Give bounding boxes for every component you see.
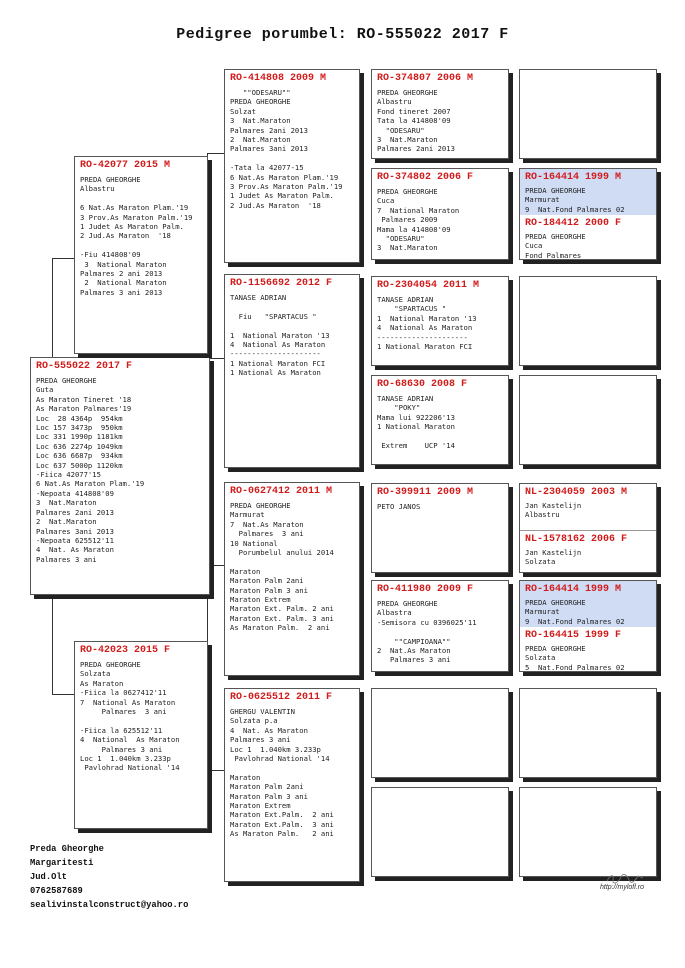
ring-number: RO-555022 2017 F xyxy=(36,361,133,372)
pedigree-card-sire[interactable] xyxy=(74,156,208,354)
entry xyxy=(520,215,656,260)
pedigree-card-gen5-pair[interactable] xyxy=(519,168,657,260)
owner-phone: 0762587689 xyxy=(30,886,83,896)
ring-number: NL-1578162 2006 F xyxy=(525,534,628,545)
ring-number: RO-0625512 2011 F xyxy=(230,692,333,703)
connector-line xyxy=(52,595,53,695)
ring-number: RO-1156692 2012 F xyxy=(230,278,333,289)
connector-line xyxy=(52,258,74,259)
pedigree-card-gen4[interactable] xyxy=(371,168,509,260)
card-details: PREDA GHEORGHE Albastra -Semisora cu 0396025'11 ""CAMPIOANA"" 2 Nat.As Maraton Palmares 3 ani xyxy=(377,599,477,665)
pedigree-card-gen4[interactable] xyxy=(371,483,509,573)
pedigree-card-gen3[interactable] xyxy=(224,482,360,676)
pedigree-card-root[interactable] xyxy=(30,357,210,595)
pedigree-card-gen3[interactable] xyxy=(224,688,360,882)
owner-name: Preda Gheorghe xyxy=(30,844,104,854)
entry xyxy=(520,531,656,573)
pedigree-card-gen5-pair[interactable] xyxy=(519,483,657,573)
card-details: GHERGU VALENTIN Solzata p.a 4 Nat. As Maraton Palmares 3 ani Loc 1 1.040km 3.233p Pavlohrad National '14 Maraton Maraton Palm 2ani Maraton Palm 3 ani Maraton Extrem Maraton Ext.Palm. 2 ani Maraton Ext.Palm. 3 ani As Maraton Palm. 2 ani xyxy=(230,707,334,839)
pedigree-card-dam[interactable] xyxy=(74,641,208,829)
ring-number: RO-414808 2009 M xyxy=(230,73,327,84)
card-details: TANASE ADRIAN "POKY" Mama lui 922206'13 1 National Maraton Extrem UCP '14 xyxy=(377,394,455,451)
highlighted-entry xyxy=(520,581,656,627)
pedigree-card-gen4[interactable] xyxy=(371,580,509,672)
signature-logo-icon xyxy=(605,872,645,884)
pedigree-card-gen5-empty[interactable] xyxy=(519,787,657,877)
card-details: ""ODESARU"" PREDA GHEORGHE Solzat 3 Nat.Maraton Palmares 2ani 2013 2 Nat.Maraton Palmares 3ani 2013 -Tata la 42077-15 6 Nat.As Maraton Plam.'19 3 Prov.As Maraton Palm.'19 1 Judet As Maraton Palm. 2 Jud.As Maraton '18 xyxy=(230,88,343,210)
ring-number: RO-411980 2009 F xyxy=(377,584,474,595)
ring-number: RO-164414 1999 M xyxy=(525,172,622,183)
pedigree-card-gen4[interactable] xyxy=(371,69,509,159)
pedigree-card-gen3[interactable] xyxy=(224,274,360,468)
card-details: PREDA GHEORGHE Marmurat 9 Nat.Fond Palmares 02 xyxy=(525,598,625,626)
ring-number: RO-68630 2008 F xyxy=(377,379,468,390)
owner-email[interactable]: sealivinstalconstruct@yahoo.ro xyxy=(30,900,189,910)
ring-number: RO-0627412 2011 M xyxy=(230,486,333,497)
pedigree-card-gen5-empty[interactable] xyxy=(519,69,657,159)
card-details: PREDA GHEORGHE Marmurat 7 Nat.As Maraton Palmares 3 ani 10 National Porumbelul anului 2014 Maraton Maraton Palm 2ani Maraton Palm 3 ani Maraton Extrem Maraton Ext. Palm. 2 ani Maraton Ext. Palm. 3 ani As Maraton Palm. 2 ani xyxy=(230,501,334,633)
ring-number: RO-399911 2009 M xyxy=(377,487,474,498)
highlighted-entry xyxy=(520,169,656,215)
owner-locality: Margaritesti xyxy=(30,858,94,868)
pedigree-card-gen4[interactable] xyxy=(371,375,509,465)
ring-number: RO-164415 1999 F xyxy=(525,630,622,641)
card-details: Jan Kastelijn Solzata xyxy=(525,548,582,567)
card-details: PREDA GHEORGHE Albastru Fond tineret 2007 Tata la 414808'09 "ODESARU" 3 Nat.Maraton Palmares 2ani 2013 xyxy=(377,88,455,154)
ring-number: RO-42077 2015 M xyxy=(80,160,171,171)
website-link[interactable]: http://mylofl.ro xyxy=(600,884,644,891)
ring-number: RO-2304054 2011 M xyxy=(377,280,480,291)
card-details: PREDA GHEORGHE Cuca 7 National Maraton Palmares 2009 Mama la 414808'09 "ODESARU" 3 Nat.Maraton xyxy=(377,187,460,253)
pedigree-card-gen4-empty[interactable] xyxy=(371,688,509,778)
pedigree-card-gen5-empty[interactable] xyxy=(519,276,657,366)
card-details: TANASE ADRIAN "SPARTACUS " 1 National Maraton '13 4 National As Maraton --------------------- 1 National Maraton FCI xyxy=(377,295,477,352)
card-details: PREDA GHEORGHE Cuca Fond Palmares xyxy=(525,232,586,260)
card-details: PREDA GHEORGHE Solzata As Maraton -Fiica la 0627412'11 7 National As Maraton Palmares 3 ani -Fiica la 625512'11 4 National As Maraton Palmares 3 ani Loc 1 1.040km 3.233p Pavlohrad National '14 xyxy=(80,660,180,773)
card-details: PREDA GHEORGHE Marmurat 9 Nat.Fond Palmares 02 xyxy=(525,186,625,214)
ring-number: NL-2304059 2003 M xyxy=(525,487,628,498)
connector-line xyxy=(207,770,224,771)
connector-line xyxy=(52,694,74,695)
pedigree-card-gen5-empty[interactable] xyxy=(519,688,657,778)
pedigree-card-gen5-pair[interactable] xyxy=(519,580,657,672)
ring-number: RO-374807 2006 M xyxy=(377,73,474,84)
page-title: Pedigree porumbel: RO-555022 2017 F xyxy=(176,26,509,43)
ring-number: RO-184412 2000 F xyxy=(525,218,622,229)
pedigree-card-gen4-empty[interactable] xyxy=(371,787,509,877)
card-details: PREDA GHEORGHE Albastru 6 Nat.As Maraton Plam.'19 3 Prov.As Maraton Palm.'19 1 Judet As Maraton Palm. 2 Jud.As Maraton '18 -Fiu 414808'09 3 National Maraton Palmares 2 ani 2013 2 National Maraton Palmares 3 ani 2013 xyxy=(80,175,193,297)
owner-contact xyxy=(30,842,188,912)
entry xyxy=(520,484,656,531)
owner-county: Jud.Olt xyxy=(30,872,67,882)
entry xyxy=(520,627,656,672)
pedigree-card-gen5-empty[interactable] xyxy=(519,375,657,465)
pedigree-card-gen3[interactable] xyxy=(224,69,360,263)
connector-line xyxy=(207,153,224,154)
connector-line xyxy=(52,258,53,358)
card-details: PREDA GHEORGHE Guta As Maraton Tineret '18 As Maraton Palmares'19 Loc 28 4364p 954km Loc 157 3473p 950km Loc 331 1990p 1181km Loc 636 2274p 1049km Loc 636 6687p 934km Loc 637 5000p 1120km -Fiica 42077'15 6 Nat.As Maraton Plam.'19 -Nepoata 414808'09 3 Nat.Maraton Palmares 2ani 2013 2 Nat.Maraton Palmares 3ani 2013 -Nepoata 625512'11 4 Nat. As Maraton Palmares 3 ani xyxy=(36,376,145,564)
card-details: TANASE ADRIAN Fiu "SPARTACUS " 1 National Maraton '13 4 National As Maraton --------------------- 1 National Maraton FCI 1 National As Maraton xyxy=(230,293,330,378)
ring-number: RO-42023 2015 F xyxy=(80,645,171,656)
card-details: PREDA GHEORGHE Solzata 5 Nat.Fond Palmares 02 xyxy=(525,644,625,672)
card-details: Jan Kastelijn Albastru xyxy=(525,501,582,520)
ring-number: RO-374802 2006 F xyxy=(377,172,474,183)
pedigree-card-gen4[interactable] xyxy=(371,276,509,366)
card-details: PETO JANOS xyxy=(377,502,421,511)
ring-number: RO-164414 1999 M xyxy=(525,584,622,595)
